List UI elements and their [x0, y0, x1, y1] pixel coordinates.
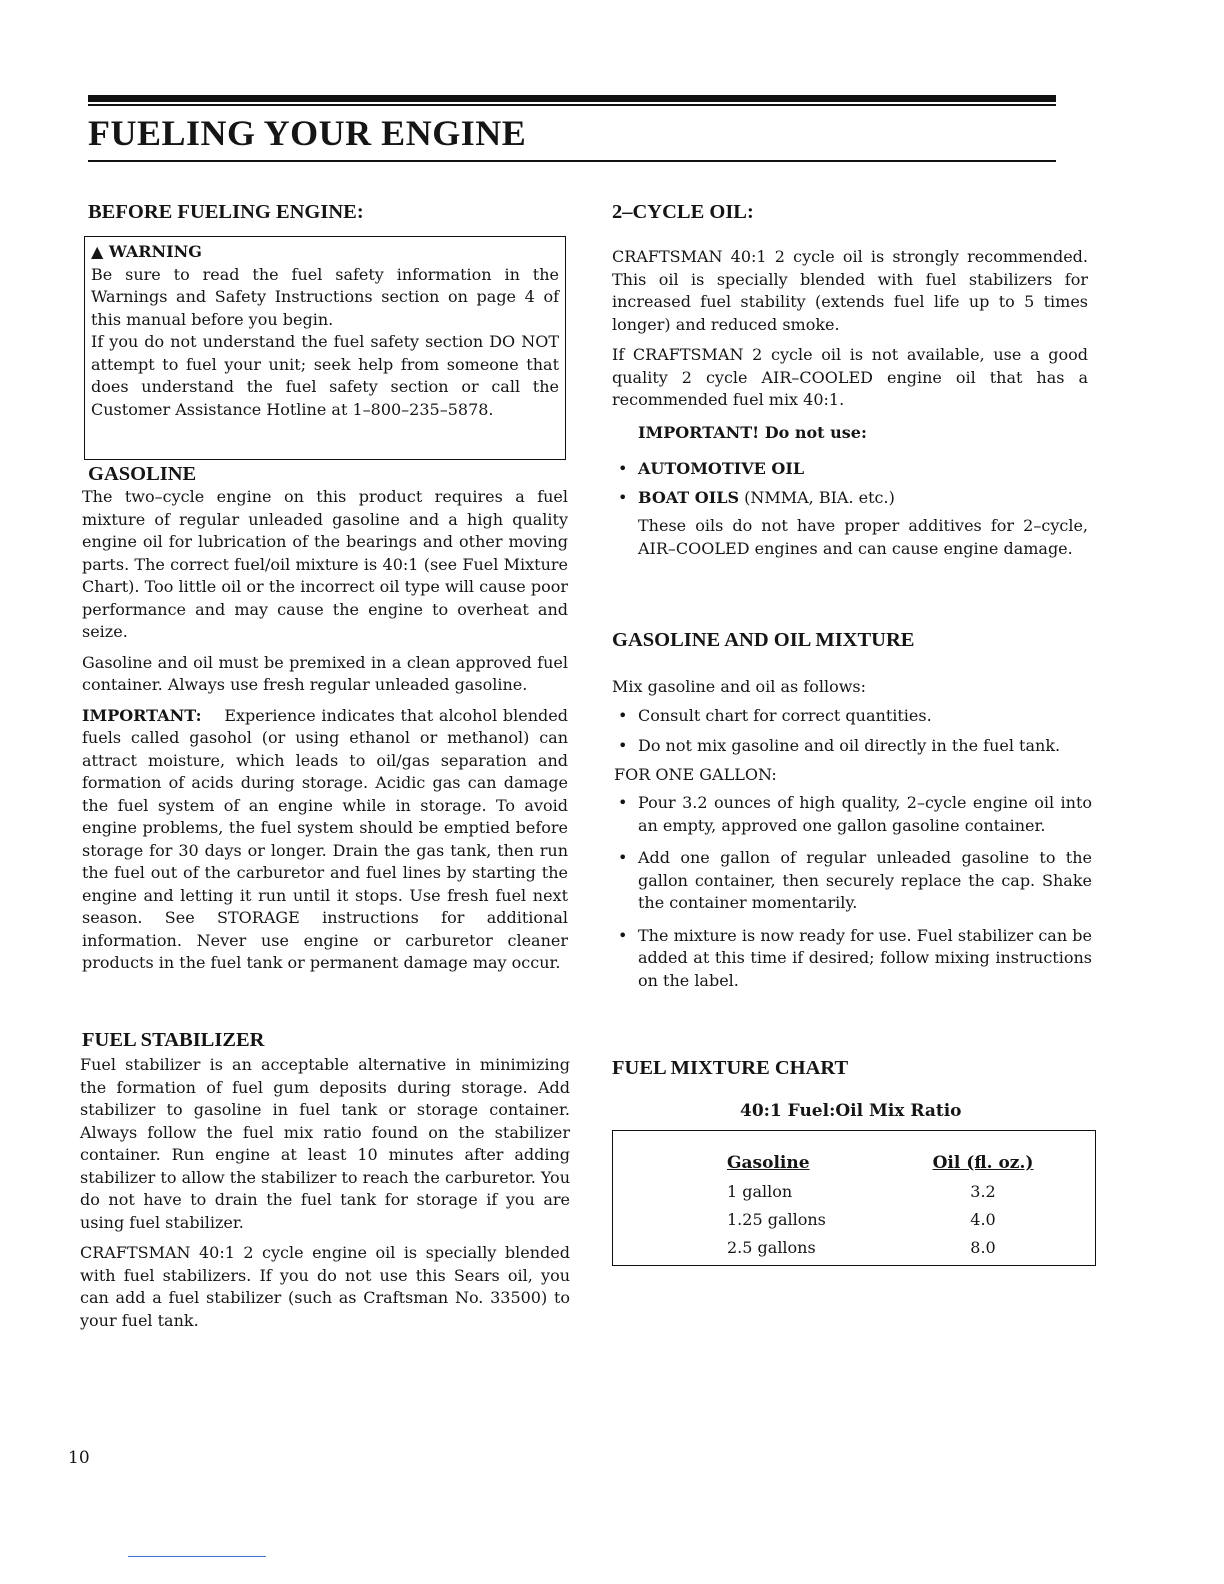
fuel-mixture-table	[612, 1130, 1096, 1266]
cell-gasoline: 2.5 gallons	[727, 1237, 816, 1257]
oil-paragraph-3: These oils do not have proper additives for 2–cycle, AIR–COOLED engines and can cause engine damage.	[638, 516, 1088, 558]
mix-ratio-table	[727, 1149, 1043, 1261]
stabilizer-section	[80, 1054, 570, 1340]
fuel-mixture-chart-heading: FUEL MIXTURE CHART	[612, 1057, 849, 1079]
warning-paragraph-1: Be sure to read the fuel safety information in the Warnings and Safety Instructions section on page 4 of this manual before you begin.	[91, 264, 559, 329]
table-header-row	[727, 1149, 1043, 1177]
oil-section	[612, 246, 1088, 568]
cell-oil: 8.0	[970, 1237, 996, 1257]
mix-intro: Mix gasoline and oil as follows:	[612, 677, 867, 696]
list-item: • Pour 3.2 ounces of high quality, 2–cycle engine oil into an empty, approved one gallon gasoline container.	[618, 793, 1092, 835]
header-rule-thick	[88, 95, 1056, 102]
oil-paragraph-2: If CRAFTSMAN 2 cycle oil is not available, use a good quality 2 cycle AIR–COOLED engine oil that has a recommended fuel mix 40:1.	[612, 345, 1088, 409]
stabilizer-paragraph-1: Fuel stabilizer is an acceptable alternative in minimizing the formation of fuel gum deposits during storage. Add stabilizer to gasoline in fuel tank or storage container. Always follow the fuel mix ratio found on the stabilizer container. Run engine at least 10 minutes after adding stabilizer to allow the stabilizer to reach the carburetor. You do not have to drain the fuel tank for storage if you are using fuel stabilizer.	[80, 1055, 570, 1232]
important-label: IMPORTANT:	[82, 705, 202, 725]
gasoline-important-text: Experience indicates that alcohol blended fuels called gasohol (or using ethanol or methanol) can attract moisture, which leads to oil/gas separation and formation of acids during storage. Acidic gas can damage the fuel system of an engine while in storage. To avoid engine problems, the fuel system should be emptied before storage for 30 days or longer. Drain the gas tank, then run the fuel out of the carburetor and fuel lines by starting the engine and letting it run until it stops. Use fresh fuel next season. See STORAGE instructions for additional information. Never use engine or carburetor cleaner products in the fuel tank or permanent damage may occur.	[82, 705, 568, 972]
cell-gasoline: 1 gallon	[727, 1181, 793, 1201]
gasoline-paragraph-1: The two–cycle engine on this product requires a fuel mixture of regular unleaded gasoline and a high quality engine oil for lubrication of the bearings and other moving parts. The correct fuel/oil mixture is 40:1 (see Fuel Mixture Chart). Too little oil or the incorrect oil type will cause poor performance and may cause the engine to overheat and seize.	[82, 487, 568, 641]
gasoline-heading: GASOLINE	[88, 463, 197, 485]
oil-paragraph-1: CRAFTSMAN 40:1 2 cycle oil is strongly recommended. This oil is specially blended with fuel stabilizers for increased fuel stability (extends fuel life up to 5 times longer) and reduced smoke.	[612, 247, 1088, 334]
mixture-heading: GASOLINE AND OIL MIXTURE	[612, 629, 915, 651]
title-underline	[88, 160, 1056, 162]
table-row	[727, 1177, 1043, 1205]
list-item: • Add one gallon of regular unleaded gasoline to the gallon container, then securely replace the cap. Shake the container momentarily.	[618, 848, 1092, 912]
for-one-gallon: FOR ONE GALLON:	[614, 764, 777, 784]
list-item: • BOAT OILS (NMMA, BIA. etc.)	[618, 487, 895, 507]
warning-box	[84, 236, 566, 460]
list-item: • Do not mix gasoline and oil directly in the fuel tank.	[618, 736, 1061, 755]
gasoline-paragraph-3	[82, 705, 568, 975]
scan-artifact-line	[128, 1556, 266, 1557]
mixture-section	[612, 676, 1092, 998]
page-number: 10	[68, 1448, 90, 1468]
cell-gasoline: 1.25 gallons	[727, 1209, 826, 1229]
gasoline-paragraph-2: Gasoline and oil must be premixed in a clean approved fuel container. Always use fresh regular unleaded gasoline.	[82, 652, 568, 694]
stabilizer-paragraph-2: CRAFTSMAN 40:1 2 cycle engine oil is specially blended with fuel stabilizers. If you do not use this Sears oil, you can add a fuel stabilizer (such as Craftsman No. 33500) to your fuel tank.	[80, 1243, 570, 1330]
two-cycle-oil-heading: 2–CYCLE OIL:	[612, 201, 754, 223]
chart-caption: 40:1 Fuel:Oil Mix Ratio	[740, 1101, 962, 1121]
list-item: • Consult chart for correct quantities.	[618, 705, 932, 725]
list-item: • AUTOMOTIVE OIL	[618, 459, 805, 478]
do-not-use-list	[612, 458, 1088, 509]
warning-heading: ▲ WARNING	[91, 242, 202, 261]
column-header-oil: Oil (fl. oz.)	[932, 1153, 1034, 1173]
before-fueling-heading: BEFORE FUELING ENGINE:	[88, 201, 364, 223]
important-do-not-use: IMPORTANT! Do not use:	[638, 422, 867, 442]
gallon-steps	[612, 792, 1092, 992]
gasoline-section	[82, 486, 568, 983]
fuel-stabilizer-heading: FUEL STABILIZER	[82, 1029, 265, 1051]
page-title: FUELING YOUR ENGINE	[88, 113, 527, 153]
mix-list	[612, 705, 1092, 758]
cell-oil: 4.0	[970, 1209, 996, 1229]
list-item: • The mixture is now ready for use. Fuel stabilizer can be added at this time if desired; follow mixing instructions on the label.	[618, 925, 1092, 990]
table-row	[727, 1233, 1043, 1261]
header-rule-thin	[88, 104, 1056, 106]
warning-paragraph-2: If you do not understand the fuel safety section DO NOT attempt to fuel your unit; seek help from someone that does understand the fuel safety section or call the Customer Assistance Hotline at 1–800–235–5878.	[91, 332, 559, 419]
table-row	[727, 1205, 1043, 1233]
cell-oil: 3.2	[970, 1181, 996, 1201]
column-header-gasoline: Gasoline	[727, 1153, 810, 1173]
